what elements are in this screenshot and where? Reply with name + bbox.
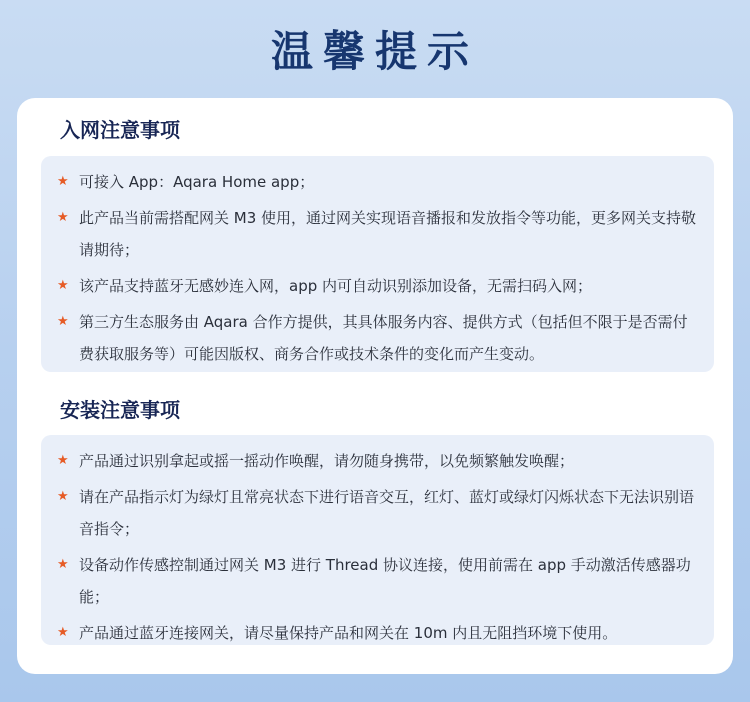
star-icon: ★ bbox=[57, 489, 69, 504]
item-text: 此产品当前需搭配网关 M3 使用，通过网关实现语音播报和发放指令等功能，更多网关支持敬请期待； bbox=[79, 209, 697, 259]
item-text: 该产品支持蓝牙无感妙连入网，app 内可自动识别添加设备，无需扫码入网； bbox=[79, 277, 593, 295]
list-item bbox=[57, 306, 698, 370]
star-icon: ★ bbox=[57, 174, 69, 189]
list-item bbox=[57, 270, 698, 302]
star-icon: ★ bbox=[57, 557, 69, 572]
list-item bbox=[57, 617, 698, 649]
item-text: 第三方生态服务由 Aqara 合作方提供，其具体服务内容、提供方式（包括但不限于是否需付费获取服务等）可能因版权、商务合作或技术条件的变化而产生变动。 bbox=[79, 313, 688, 363]
item-text: 可接入 App：Aqara Home app； bbox=[79, 173, 315, 191]
list-item bbox=[57, 549, 698, 613]
list-item bbox=[57, 445, 698, 477]
list-item bbox=[57, 166, 698, 198]
list-item bbox=[57, 481, 698, 545]
star-icon: ★ bbox=[57, 314, 69, 329]
star-icon: ★ bbox=[57, 625, 69, 640]
item-text: 设备动作传感控制通过网关 M3 进行 Thread 协议连接，使用前需在 app 手动激活传感器功能； bbox=[79, 556, 691, 606]
section-title-install: 安装注意事项 bbox=[60, 398, 180, 422]
item-text: 产品通过识别拿起或摇一摇动作唤醒，请勿随身携带，以免频繁触发唤醒； bbox=[79, 452, 575, 470]
item-text: 产品通过蓝牙连接网关，请尽量保持产品和网关在 10m 内且无阻挡环境下使用。 bbox=[79, 624, 618, 642]
item-text: 请在产品指示灯为绿灯且常亮状态下进行语音交互，红灯、蓝灯或绿灯闪烁状态下无法识别语音指令； bbox=[79, 488, 695, 538]
star-icon: ★ bbox=[57, 453, 69, 468]
section-title-network: 入网注意事项 bbox=[60, 118, 180, 142]
network-notes-box bbox=[41, 156, 714, 372]
list-item bbox=[57, 202, 698, 266]
star-icon: ★ bbox=[57, 210, 69, 225]
install-notes-box bbox=[41, 435, 714, 645]
star-icon: ★ bbox=[57, 278, 69, 293]
notice-card bbox=[17, 98, 733, 674]
page-title: 温馨提示 bbox=[270, 27, 479, 76]
